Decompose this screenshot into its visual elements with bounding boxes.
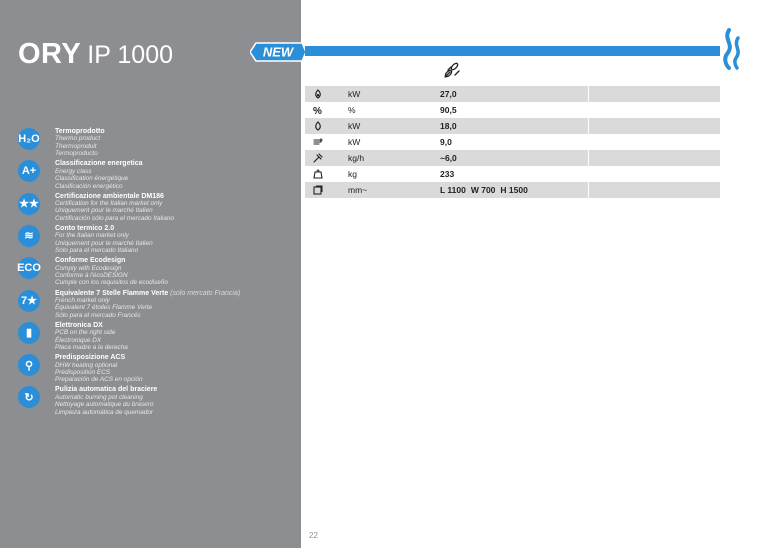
dimension-value: H 1500 <box>500 185 528 195</box>
feature-item <box>18 354 298 384</box>
feature-translation: Sólo para el mercado Francés <box>55 311 141 319</box>
feature-translation: Thermoproduit <box>55 142 97 150</box>
feature-translation: French market only <box>55 296 110 304</box>
feature-name <box>55 290 240 297</box>
spec-value-text: 90,5 <box>440 105 457 115</box>
feature-title: Certificazione ambientale DM186 <box>55 192 164 200</box>
feature-name <box>55 193 174 200</box>
product-title-model: IP 1000 <box>87 41 174 69</box>
ecodesign-icon: ECO <box>18 257 40 279</box>
feature-text <box>55 386 157 416</box>
product-title <box>18 38 173 71</box>
feature-item <box>18 386 298 416</box>
power-flame-icon <box>313 89 323 99</box>
spec-row <box>305 166 720 182</box>
new-badge-label: NEW <box>262 44 294 60</box>
feature-name <box>55 160 143 167</box>
spec-row <box>305 182 720 198</box>
feature-translation: Conforme à l'écoDESIGN <box>55 272 128 279</box>
air-power-icon <box>313 137 323 147</box>
feature-translation: Cumple con los requisitos de ecodiseño <box>55 279 168 287</box>
feature-title: Pulizia automatica del braciere <box>55 386 158 394</box>
product-title-strong: ORY <box>18 38 82 70</box>
feature-translation: Comply with Ecodesign <box>55 264 122 272</box>
feature-translation: Thermo product <box>55 135 101 143</box>
new-badge <box>250 42 306 62</box>
spec-value-text: 18,0 <box>440 121 457 131</box>
electronics-dx-icon: ▮ <box>18 322 40 344</box>
feature-item <box>18 193 298 223</box>
spec-value <box>440 166 459 182</box>
column-divider <box>588 134 589 150</box>
water-power-icon <box>313 121 323 131</box>
column-divider <box>588 166 589 182</box>
auto-cleaning-icon: ↻ <box>18 386 40 408</box>
feature-translation: Équivalent 7 étoiles Flamme Verte <box>55 304 153 312</box>
spec-unit: kW <box>348 89 361 99</box>
feature-title: Predisposizione ACS <box>55 354 126 362</box>
feature-item <box>18 225 298 255</box>
dimensions-icon <box>313 185 323 195</box>
page-number: 22 <box>309 531 318 540</box>
spec-row <box>305 134 720 150</box>
spec-row <box>305 150 720 166</box>
feature-translation: PCB on the right side <box>55 329 116 337</box>
dimension-value: W 700 <box>470 185 496 195</box>
feature-translation: Clasificación energético <box>55 182 123 190</box>
thermoproduct-drop-icon: H₂O <box>18 128 40 150</box>
feature-translation: Placa madre a la derecha <box>55 344 128 352</box>
feature-item <box>18 257 298 287</box>
spec-value <box>440 86 462 102</box>
feature-text <box>55 354 143 384</box>
feature-name <box>55 257 168 264</box>
feature-translation: Classification énergétique <box>55 175 129 183</box>
spec-value <box>440 134 457 150</box>
spec-value-text: ~6,0 <box>440 153 457 163</box>
feature-translation: Électronique DX <box>55 336 102 344</box>
spec-row <box>305 102 720 118</box>
spec-value <box>440 102 462 118</box>
spec-value <box>440 118 462 134</box>
feature-translation: Energy class <box>55 167 92 175</box>
sidebar-panel <box>0 0 301 548</box>
dhw-tap-icon: ⚲ <box>18 354 40 376</box>
feature-title: Termoprodotto <box>55 128 105 135</box>
feature-name <box>55 386 157 393</box>
feature-translation: Sólo para el mercado Italiano <box>55 247 139 255</box>
spec-value-text: 233 <box>440 169 455 179</box>
spec-row <box>305 86 720 102</box>
feature-title: Classificazione energetica <box>55 160 143 168</box>
feature-translation: DHW heating optional <box>55 361 118 369</box>
svg-text:%: % <box>313 106 322 115</box>
feature-name <box>55 354 143 361</box>
feature-item <box>18 290 298 320</box>
feature-text <box>55 225 153 255</box>
header-accent-bar <box>305 46 720 56</box>
feature-text <box>55 257 168 287</box>
spec-unit: kg/h <box>348 153 365 163</box>
feature-item <box>18 160 298 190</box>
feature-translation: Automatic burning pot cleaning <box>55 393 143 401</box>
spec-unit: mm~ <box>348 185 368 195</box>
spec-value <box>440 182 533 198</box>
feature-translation: Nettoyage automatique du brasero <box>55 401 154 409</box>
column-divider <box>588 150 589 166</box>
feature-translation: For the Italian market only <box>55 232 129 240</box>
feature-text <box>55 322 128 352</box>
feature-item <box>18 128 298 158</box>
feature-name <box>55 128 105 135</box>
feature-text <box>55 290 240 320</box>
feature-text <box>55 193 174 223</box>
flame-drop-logo <box>719 28 745 72</box>
feature-translation: Prédisposition ECS <box>55 368 111 376</box>
energy-class-icon: A+ <box>18 160 40 182</box>
feature-title: Equivalente 7 Stelle Flamme Verte <box>55 289 169 297</box>
column-divider <box>588 182 589 198</box>
spec-value-text: 9,0 <box>440 137 452 147</box>
environmental-stars-icon: ★★ <box>18 193 40 215</box>
feature-title: Elettronica DX <box>55 321 103 329</box>
feature-note: (solo mercato Francia) <box>170 289 241 297</box>
feature-text <box>55 128 105 158</box>
feature-name <box>55 322 128 329</box>
conto-termico-icon: ≋ <box>18 225 40 247</box>
spec-value-text: 27,0 <box>440 89 457 99</box>
spec-unit: % <box>348 105 356 115</box>
feature-translation: Uniquement pour le marché Italien <box>55 239 153 247</box>
spec-unit: kg <box>348 169 357 179</box>
seven-stars-icon: 7★ <box>18 290 40 312</box>
spec-unit: kW <box>348 121 361 131</box>
feature-translation: Certificación sólo para el mercado Italiano <box>55 214 174 222</box>
feature-item <box>18 322 298 352</box>
feature-translation: Termoproducto <box>55 150 98 158</box>
feature-translation: Limpieza automática de quemador <box>55 408 154 416</box>
spec-value <box>440 150 462 166</box>
feature-name <box>55 225 153 232</box>
feature-text <box>55 160 143 190</box>
dimension-value: L 1100 <box>440 185 466 195</box>
feature-title: Conto termico 2.0 <box>55 224 115 232</box>
column-divider <box>588 102 589 118</box>
weight-icon <box>313 169 323 179</box>
spec-table <box>305 86 720 198</box>
feature-title: Conforme Ecodesign <box>55 257 126 265</box>
feature-translation: Uniquement pour le marché Italien <box>55 207 153 215</box>
chain-link-icon <box>442 62 462 79</box>
column-divider <box>588 118 589 134</box>
spec-unit: kW <box>348 137 361 147</box>
consumption-icon <box>313 153 323 163</box>
feature-translation: Certification for the Italian market only <box>55 200 163 207</box>
efficiency-percent-icon <box>313 105 323 115</box>
column-divider <box>588 86 589 102</box>
spec-row <box>305 118 720 134</box>
feature-translation: Preparación de ACS en opción <box>55 376 143 384</box>
